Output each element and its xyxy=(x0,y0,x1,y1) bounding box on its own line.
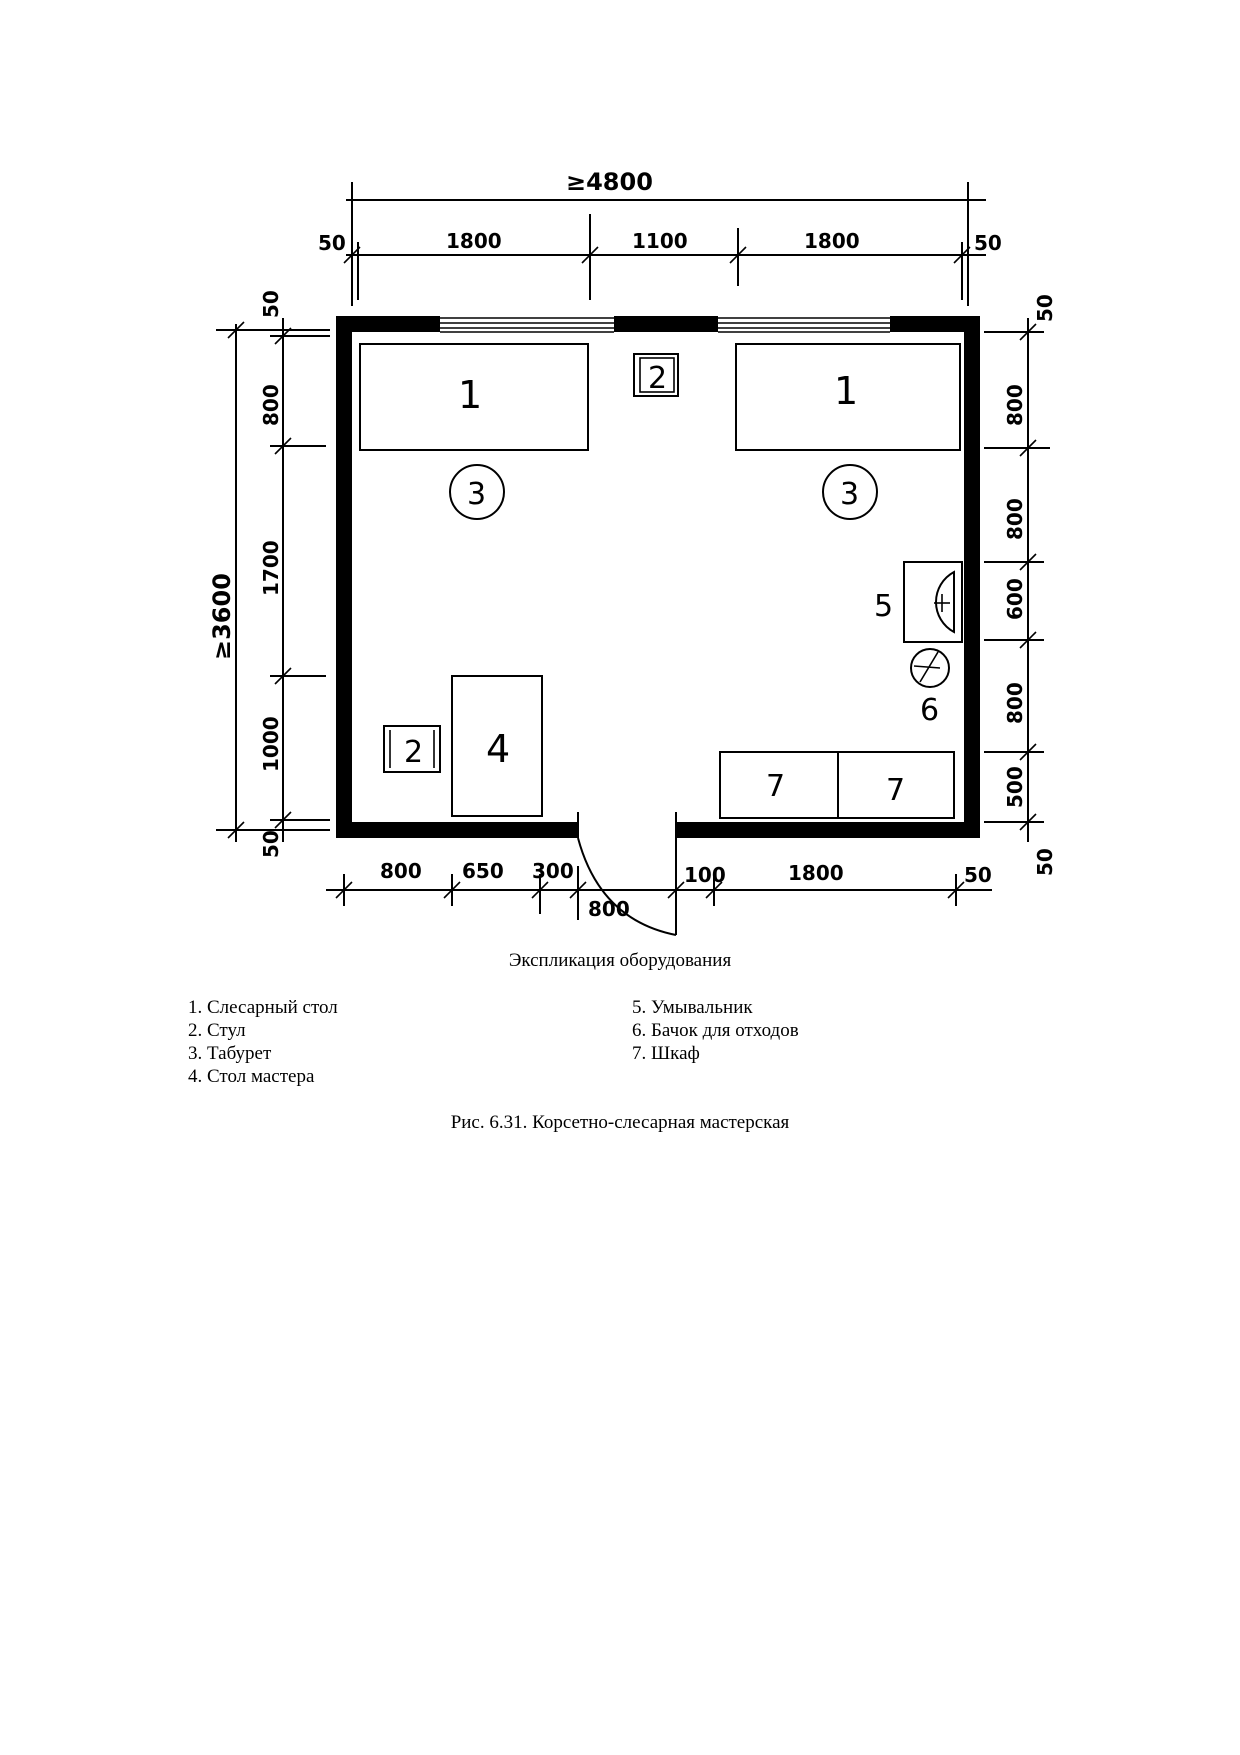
dim-right-500: 500 xyxy=(1003,766,1027,808)
sink xyxy=(874,562,962,642)
bench-left-label: 1 xyxy=(458,373,483,417)
dim-left-1700: 1700 xyxy=(259,540,283,596)
legend-title: Экспликация оборудования xyxy=(508,950,732,971)
bench-right-label: 1 xyxy=(834,369,859,413)
cabinet-right xyxy=(838,752,954,818)
figure-caption: Рис. 6.31. Корсетно-слесарная мастерская xyxy=(450,1112,790,1133)
dim-bottom-100: 100 xyxy=(684,863,726,887)
window-left xyxy=(440,318,614,332)
legend-item-7: 7. Шкаф xyxy=(632,1043,700,1064)
dim-right-800-1: 800 xyxy=(1003,384,1027,426)
wall-bottom-left xyxy=(336,822,578,838)
dim-bottom-door-800: 800 xyxy=(588,897,630,921)
wall-right xyxy=(964,316,980,838)
chair-top xyxy=(634,354,678,396)
cabinet-right-label: 7 xyxy=(886,773,906,808)
dim-top-1800-left: 1800 xyxy=(446,229,502,253)
legend-item-5: 5. Умывальник xyxy=(632,997,753,1018)
dim-left-50-top: 50 xyxy=(259,290,283,318)
dim-bottom-1800: 1800 xyxy=(788,861,844,885)
cabinet-left-label: 7 xyxy=(766,769,786,804)
stool-right-label: 3 xyxy=(840,477,860,512)
dim-top-1800-right: 1800 xyxy=(804,229,860,253)
chair-top-label: 2 xyxy=(648,361,668,396)
dim-bottom-800: 800 xyxy=(380,859,422,883)
wall-top-middle xyxy=(614,316,718,332)
chair-left-label: 2 xyxy=(404,735,424,770)
wall-left xyxy=(336,316,352,838)
locksmith-bench-left xyxy=(360,344,588,450)
dim-right-800-2: 800 xyxy=(1003,498,1027,540)
stool-left xyxy=(450,465,504,519)
dim-overall-width: ≥4800 xyxy=(566,168,653,196)
dim-bottom-50: 50 xyxy=(964,863,992,887)
legend-item-4: 4. Стол мастера xyxy=(188,1066,315,1087)
legend-column-1 xyxy=(188,996,338,1088)
waste-bin xyxy=(911,649,949,728)
dim-right-800-3: 800 xyxy=(1003,682,1027,724)
waste-bin-label: 6 xyxy=(920,693,940,728)
window-right xyxy=(718,318,890,332)
dim-top-50-left: 50 xyxy=(318,231,346,255)
right-dimensions xyxy=(984,294,1057,876)
dim-right-50-top: 50 xyxy=(1033,294,1057,322)
chair-left xyxy=(384,726,440,772)
locksmith-bench-right xyxy=(736,344,960,450)
dim-bottom-300: 300 xyxy=(532,859,574,883)
dim-top-50-right: 50 xyxy=(974,231,1002,255)
dim-right-600: 600 xyxy=(1003,578,1027,620)
dim-left-800: 800 xyxy=(259,384,283,426)
legend-item-6: 6. Бачок для отходов xyxy=(632,1020,799,1041)
legend-item-3: 3. Табурет xyxy=(188,1043,272,1064)
master-table xyxy=(452,676,542,816)
dim-top-1100: 1100 xyxy=(632,229,688,253)
legend-item-1: 1. Слесарный стол xyxy=(188,997,338,1018)
legend-item-2: 2. Стул xyxy=(188,1020,246,1041)
top-dimensions xyxy=(318,168,1002,306)
left-dimensions xyxy=(208,290,330,858)
sink-label: 5 xyxy=(874,589,894,624)
wall-bottom-right xyxy=(676,822,980,838)
stool-right xyxy=(823,465,877,519)
dim-left-50-bottom: 50 xyxy=(259,830,283,858)
stool-left-label: 3 xyxy=(467,477,487,512)
bottom-dimensions xyxy=(326,859,992,930)
dim-overall-height: ≥3600 xyxy=(208,573,236,660)
cabinet-left xyxy=(720,752,838,818)
dim-left-1000: 1000 xyxy=(259,716,283,772)
dim-bottom-650: 650 xyxy=(462,859,504,883)
legend-column-2 xyxy=(632,996,799,1065)
dim-right-50-bottom: 50 xyxy=(1033,848,1057,876)
master-table-label: 4 xyxy=(486,727,511,771)
